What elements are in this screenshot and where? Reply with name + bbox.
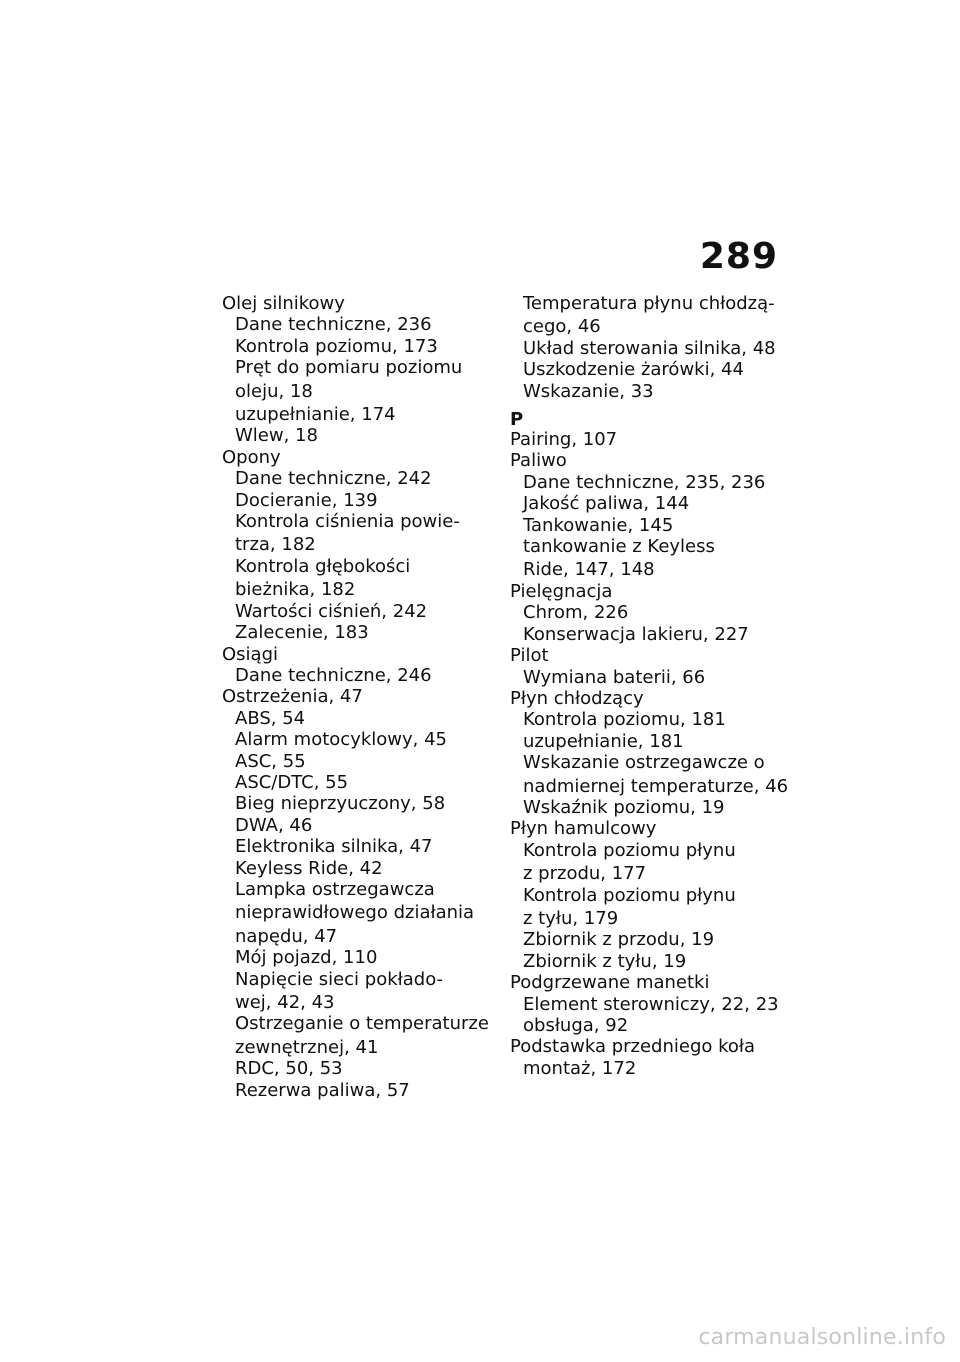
index-subentry: Dane techniczne, 236 (235, 314, 432, 336)
index-continuation: Ride, 147, 148 (523, 559, 655, 581)
index-subentry: Kontrola głębokości (235, 555, 411, 577)
index-subentry: Dane techniczne, 242 (235, 468, 432, 490)
index-subentry: Lampka ostrzegawcza (235, 878, 435, 900)
index-subentry: ASC, 55 (235, 750, 306, 772)
index-subentry: Temperatura płynu chłodzą- (523, 293, 775, 314)
index-entry: Pielęgnacja (510, 580, 613, 602)
index-entry: Ostrzeżenia, 47 (222, 686, 363, 708)
index-subentry: Dane techniczne, 246 (235, 664, 432, 686)
index-subentry: Kontrola poziomu, 173 (235, 335, 438, 357)
index-subentry: Elektronika silnika, 47 (235, 836, 433, 858)
index-column-right (510, 293, 810, 1079)
index-subentry: Zbiornik z tyłu, 19 (523, 950, 687, 972)
index-subentry: Kontrola poziomu, 181 (523, 709, 726, 731)
index-subentry: ASC/DTC, 55 (235, 771, 349, 793)
index-subentry: montaż, 172 (523, 1057, 637, 1079)
index-continuation: wej, 42, 43 (235, 992, 335, 1013)
index-entry: Płyn hamulcowy (510, 818, 657, 840)
index-entry: Podstawka przedniego koła (510, 1036, 756, 1058)
index-subentry: Pręt do pomiaru poziomu (235, 357, 463, 379)
index-entry: Paliwo (510, 450, 567, 472)
index-continuation: cego, 46 (523, 316, 601, 338)
index-entry: Pairing, 107 (510, 429, 618, 451)
index-subentry: Układ sterowania silnika, 48 (523, 337, 776, 359)
index-subentry: Element sterowniczy, 22, 23 (523, 993, 779, 1015)
index-subentry: Tankowanie, 145 (523, 514, 674, 536)
index-subentry: Wymiana baterii, 66 (523, 666, 706, 688)
index-subentry: Kontrola poziomu płynu (523, 839, 736, 861)
index-subentry: Chrom, 226 (523, 602, 629, 624)
index-subentry: Jakość paliwa, 144 (523, 493, 690, 515)
index-subentry: Docieranie, 139 (235, 489, 378, 511)
index-continuation: trza, 182 (235, 534, 316, 556)
index-entry: Pilot (510, 645, 549, 667)
index-column-left (222, 293, 522, 1101)
index-continuation: nieprawidłowego działania (235, 902, 475, 924)
index-entry: Osiągi (222, 643, 279, 665)
index-subentry: Keyless Ride, 42 (235, 857, 383, 879)
index-subentry: Zbiornik z przodu, 19 (523, 929, 715, 951)
index-continuation: z przodu, 177 (523, 863, 647, 885)
index-continuation: zewnętrznej, 41 (235, 1036, 379, 1058)
index-entry: Opony (222, 446, 281, 468)
page-number: 289 (699, 236, 778, 277)
section-letter: P (510, 409, 524, 431)
index-continuation: napędu, 47 (235, 925, 338, 947)
index-subentry: Konserwacja lakieru, 227 (523, 623, 749, 645)
watermark: carmanualsonline.info (698, 1325, 946, 1350)
index-subentry: Zalecenie, 183 (235, 622, 369, 644)
index-subentry: Bieg nieprzyuczony, 58 (235, 793, 446, 815)
index-subentry: Uszkodzenie żarówki, 44 (523, 359, 744, 381)
index-subentry: uzupełnianie, 181 (523, 730, 684, 752)
index-subentry: Wskazanie, 33 (523, 380, 654, 402)
index-subentry: Napięcie sieci pokłado- (235, 968, 444, 990)
index-subentry: Alarm motocyklowy, 45 (235, 729, 448, 751)
index-subentry: DWA, 46 (235, 814, 313, 836)
index-subentry: Wartości ciśnień, 242 (235, 600, 428, 622)
index-subentry: tankowanie z Keyless (523, 536, 715, 558)
index-subentry: Wlew, 18 (235, 425, 318, 447)
index-entry: Podgrzewane manetki (510, 972, 710, 994)
index-continuation: z tyłu, 179 (523, 907, 619, 929)
index-subentry: Mój pojazd, 110 (235, 947, 378, 969)
index-subentry: Wskazanie ostrzegawcze o (523, 752, 765, 774)
index-subentry: Rezerwa paliwa, 57 (235, 1079, 410, 1101)
index-continuation: nadmiernej temperaturze, 46 (523, 775, 789, 797)
index-subentry: ABS, 54 (235, 707, 306, 729)
index-subentry: RDC, 50, 53 (235, 1058, 343, 1080)
index-subentry: obsługa, 92 (523, 1015, 629, 1036)
index-subentry: Wskaźnik poziomu, 19 (523, 796, 725, 818)
index-entry: Płyn chłodzący (510, 687, 644, 709)
index-continuation: bieżnika, 182 (235, 579, 356, 601)
index-continuation: uzupełnianie, 174 (235, 404, 396, 426)
index-subentry: Kontrola ciśnienia powie- (235, 511, 460, 533)
index-subentry: Dane techniczne, 235, 236 (523, 471, 766, 493)
index-subentry: Kontrola poziomu płynu (523, 884, 736, 906)
index-continuation: oleju, 18 (235, 380, 313, 402)
index-subentry: Ostrzeganie o temperaturze (235, 1013, 489, 1035)
index-entry: Olej silnikowy (222, 293, 345, 314)
